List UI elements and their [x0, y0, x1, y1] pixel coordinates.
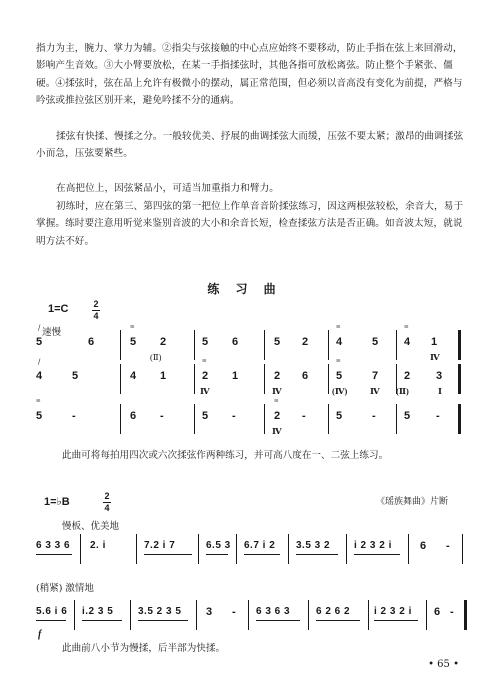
note: - — [446, 540, 450, 552]
string-mark: ≡ — [274, 396, 279, 405]
barline — [328, 404, 329, 434]
barline — [74, 600, 75, 630]
note-group: 7.2 i 7 — [144, 540, 176, 551]
note: 3 — [436, 370, 443, 382]
position-mark: Ⅰ — [438, 386, 442, 396]
note: - — [450, 606, 454, 618]
barline — [264, 404, 265, 434]
barline — [462, 534, 463, 564]
exercise1-row3 — [36, 396, 466, 438]
position-mark: Ⅳ — [200, 386, 210, 396]
exercise1-row2: / 4 5 4 1 ≡ 2 1 Ⅳ 2 6 Ⅳ ≡ 5 7 (Ⅳ) Ⅳ 2 3 (Ⅱ) Ⅰ — [36, 356, 466, 398]
barline — [288, 534, 289, 564]
note-group: 3.5 3 2 — [296, 540, 331, 551]
note: 6 — [420, 540, 427, 552]
note: 5 — [404, 410, 411, 422]
exercise2-source: 《瑶族舞曲》片断 — [376, 497, 449, 507]
paragraph-vibrato-speed: 揉弦有快揉、慢揉之分。一般较优美、抒展的曲调揉弦大而缓，压弦不要太紧；激昂的曲调揉弦小而急，压弦要紧些。 — [36, 131, 464, 160]
note: 4 — [336, 336, 343, 348]
note: 2 — [274, 370, 281, 382]
note-group: 6 2 6 2 — [316, 606, 351, 617]
string-mark: ≡ — [202, 356, 207, 365]
barline — [120, 364, 121, 394]
note: 6 — [434, 606, 441, 618]
exercise1-meter — [91, 300, 101, 321]
barline — [194, 404, 195, 434]
exercise2-instruction: 此曲前八小节为慢揉，后半部为快揉。 — [62, 643, 226, 654]
note: 4 — [130, 370, 137, 382]
barline — [120, 404, 121, 434]
exercise1-row1: / 5 6 ≡ 5 2 (Ⅱ) 5 6 5 2 ≡ 4 5 ≡ 4 1 Ⅳ — [36, 322, 466, 364]
note-group: 2. i — [90, 540, 106, 551]
exercise1-key: 1=C — [48, 303, 69, 315]
note: 1 — [160, 370, 167, 382]
paragraph-high-position: 在高把位上，因弦紧品小，可适当加重指力和臂力。 — [56, 183, 279, 194]
barline — [458, 404, 461, 434]
note: 5 — [36, 336, 43, 348]
barline — [236, 534, 237, 564]
barline — [396, 404, 397, 434]
barline — [198, 534, 199, 564]
note: 2 — [274, 410, 281, 422]
note-group: i 2 3 2 i — [354, 540, 392, 551]
note: 3 — [206, 606, 213, 618]
exercise2-meter — [102, 492, 112, 513]
position-mark: Ⅳ — [370, 386, 380, 396]
note: 5 — [372, 336, 379, 348]
barline — [136, 534, 137, 564]
note: 2 — [404, 370, 411, 382]
note: 4 — [36, 370, 43, 382]
exercise2-key: 1=♭B — [44, 496, 70, 508]
barline — [248, 600, 249, 630]
note: - — [436, 410, 440, 422]
note: 4 — [404, 336, 411, 348]
barline — [458, 364, 461, 394]
barline — [130, 600, 131, 630]
exercise2-row2 — [36, 592, 466, 634]
barline — [346, 534, 347, 564]
note: 7 — [372, 370, 379, 382]
note: 6 — [88, 336, 95, 348]
paragraph-beginner-practice: 初练时，应在第三、第四弦的第一把位上作单音音阶揉弦练习，因这两根弦较松，余音大，易于掌握。练时要注意用听觉来鉴别音波的大小和余音长短，检查揉弦方法是否正确。如音波太短，就说明方法不好。 — [36, 201, 464, 247]
note-group: i 2 3 2 i — [374, 606, 412, 617]
meter-bottom: 4 — [93, 311, 99, 321]
string-mark: ≡ — [336, 356, 341, 365]
exercise-title: 练 习 曲 — [207, 282, 282, 296]
note: 5 — [202, 410, 209, 422]
position-mark: Ⅳ — [430, 352, 440, 362]
note: 5 — [336, 410, 343, 422]
exercise2-tempo: 慢板、优美地 — [62, 521, 120, 532]
note: 2 — [302, 336, 309, 348]
note-group: i.2 3 5 — [82, 606, 114, 617]
note: 2 — [160, 336, 167, 348]
note: 2 — [202, 370, 209, 382]
note: 5 — [72, 370, 79, 382]
string-mark: ≡ — [404, 322, 409, 331]
barline — [194, 364, 195, 394]
note: 5 — [274, 336, 281, 348]
note: 5 — [202, 336, 209, 348]
position-mark: (Ⅱ) — [396, 386, 409, 396]
note: - — [372, 410, 376, 422]
exercise2-section-label: (稍紧) 激情地 — [36, 583, 94, 594]
note: 5 — [130, 336, 137, 348]
note-group: 3.5 2 3 5 — [138, 606, 182, 617]
barline — [196, 600, 197, 630]
note: 6 — [302, 370, 309, 382]
page-number: • 65 • — [428, 659, 459, 670]
note-group: 5.6 i 6 — [36, 606, 68, 617]
note: - — [232, 410, 236, 422]
barline — [464, 600, 467, 630]
position-mark: Ⅳ — [272, 386, 282, 396]
barline — [80, 534, 81, 564]
note: - — [72, 410, 76, 422]
note: 5 — [36, 410, 43, 422]
note-group: 6.7 i 2 — [244, 540, 276, 551]
string-mark: ≡ — [36, 396, 41, 405]
note: - — [302, 410, 306, 422]
meter-bottom: 4 — [104, 503, 110, 513]
note: - — [160, 410, 164, 422]
meter-top: 2 — [93, 299, 99, 309]
position-mark: (Ⅳ) — [332, 386, 348, 396]
barline — [264, 364, 265, 394]
meter-top: 2 — [104, 491, 110, 501]
note: 5 — [336, 370, 343, 382]
exercise2-row1 — [36, 526, 466, 568]
barline — [308, 600, 309, 630]
string-mark: ≡ — [336, 322, 341, 331]
barline — [328, 364, 329, 394]
barline — [368, 600, 369, 630]
dynamic-marking: f — [38, 629, 42, 640]
exercise1-instruction: 此曲可将每拍用四次或六次揉弦作两种练习，并可高八度在一、二弦上练习。 — [62, 450, 389, 461]
note: 1 — [431, 336, 438, 348]
note-group: 6 3 6 3 — [256, 606, 291, 617]
note: 1 — [232, 370, 239, 382]
note-group: 6 3 3 6 — [36, 540, 71, 551]
paragraph-technique-notes: 指力为主，腕力、掌力为辅。②指尖与弦接触的中心点应始终不要移动，防止手指在弦上来回滑动，影响产生音效。③大小臂要放松，在某一手指揉弦时，其他各指可放松离弦。防止整个手紧张、僵硬。④揉弦时，弦在品上允许有极微小的摆动，属正常范围，但必须以音高没有变化为前提，严格与吟弦或推拉弦区别开来，避免吟揉不分的通病。 — [36, 43, 463, 106]
note-group: 6.5 3 — [206, 540, 231, 551]
note: 6 — [130, 410, 137, 422]
string-mark: ≡ — [130, 322, 135, 331]
barline — [426, 600, 427, 630]
exercise1-tempo: 速慢 — [42, 327, 62, 338]
note: - — [232, 606, 236, 618]
position-mark: (Ⅱ) — [150, 352, 162, 362]
position-mark: Ⅳ — [272, 426, 282, 436]
barline — [408, 534, 409, 564]
note: 6 — [232, 336, 239, 348]
